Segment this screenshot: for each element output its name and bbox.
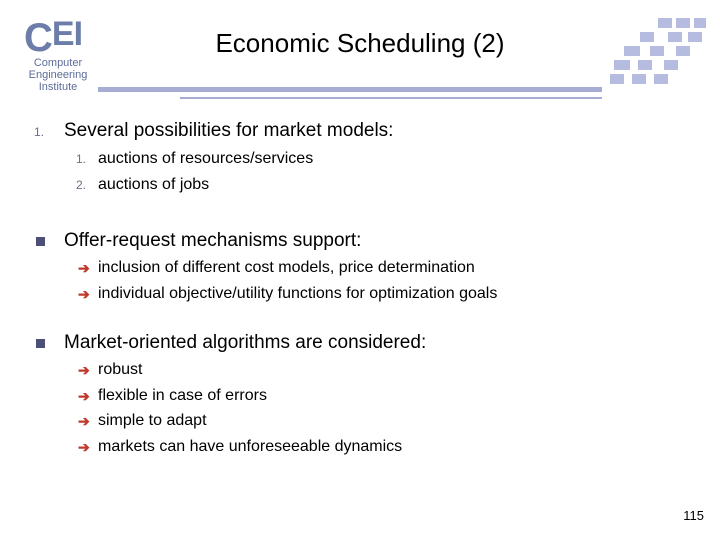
arrow-bullet-icon: ➔	[78, 362, 90, 378]
square-bullet-icon	[36, 339, 45, 348]
logo-line-institute: Institute	[38, 81, 78, 93]
section1-item1: auctions of resources/services	[98, 150, 314, 167]
section3-heading: Market-oriented algorithms are considered:	[64, 332, 427, 353]
section1-marker: 1.	[34, 125, 45, 139]
section1-item2: auctions of jobs	[98, 176, 210, 193]
square-bullet-icon	[36, 237, 45, 246]
arrow-bullet-icon: ➔	[78, 439, 90, 455]
page-number: 115	[683, 508, 704, 523]
slide-title: Economic Scheduling (2)	[215, 28, 505, 58]
arrow-bullet-icon: ➔	[78, 413, 90, 429]
section3-item2: flexible in case of errors	[98, 387, 267, 404]
section2-heading: Offer-request mechanisms support:	[64, 230, 362, 251]
logo-line-engineering: Engineering	[28, 69, 88, 81]
section3-item3: simple to adapt	[98, 412, 207, 429]
section1-item1-marker: 1.	[76, 152, 87, 166]
section1-item2-marker: 2.	[76, 178, 87, 192]
logo-letters-ei: EI	[51, 15, 83, 53]
arrow-bullet-icon: ➔	[78, 260, 90, 276]
section3-item4: markets can have unforeseeable dynamics	[98, 438, 403, 455]
arrow-bullet-icon: ➔	[78, 286, 90, 302]
section2-item1: inclusion of different cost models, price determination	[98, 259, 475, 276]
section3-item1: robust	[98, 361, 143, 378]
section1-heading: Several possibilities for market models:	[64, 120, 394, 141]
logo-letter-c: C	[24, 16, 52, 60]
logo-line-computer: Computer	[33, 57, 83, 69]
section2-item2: individual objective/utility functions for optimization goals	[98, 285, 498, 302]
arrow-bullet-icon: ➔	[78, 388, 90, 404]
